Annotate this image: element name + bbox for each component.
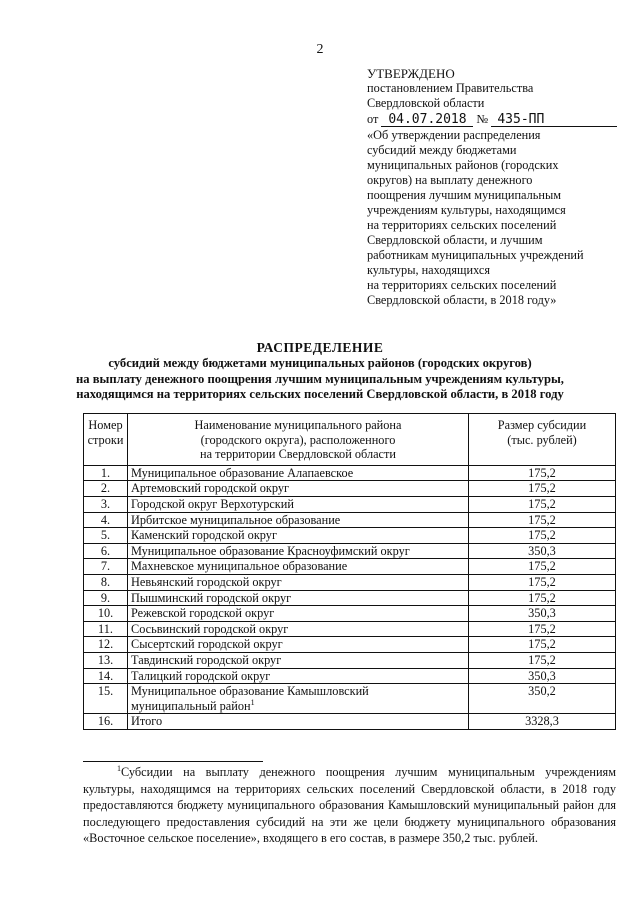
table-row (84, 668, 616, 684)
row-number: 16. (84, 714, 128, 730)
quote-line: Свердловской области, в 2018 году» (367, 293, 557, 307)
table-row (84, 590, 616, 606)
approval-quote (367, 128, 617, 308)
number-label: № (476, 112, 489, 126)
subtitle-line: на выплату денежного поощрения лучшим муниципальным учреждениям культуры, (76, 371, 564, 386)
quote-line: на территориях сельских поселений (367, 218, 557, 232)
row-amount: 175,2 (469, 559, 616, 575)
table-row (84, 465, 616, 481)
row-amount: 175,2 (469, 465, 616, 481)
quote-line: Свердловской области, и лучшим (367, 233, 543, 247)
table-row (84, 481, 616, 497)
row-amount: 175,2 (469, 481, 616, 497)
row-name: Городской округ Верхотурский (128, 496, 469, 512)
row-number: 15. (84, 684, 128, 714)
row-number: 1. (84, 465, 128, 481)
row-name: Невьянский городской округ (128, 574, 469, 590)
row-amount: 175,2 (469, 637, 616, 653)
row-amount: 175,2 (469, 574, 616, 590)
row-amount: 175,2 (469, 512, 616, 528)
footnote-marker: 1 (117, 763, 121, 773)
row-amount: 175,2 (469, 496, 616, 512)
table-header-row (84, 414, 616, 466)
row-number: 12. (84, 637, 128, 653)
approval-line-2: Свердловской области (367, 96, 485, 110)
table-row (84, 574, 616, 590)
row-name: Муниципальное образование Красноуфимский округ (128, 543, 469, 559)
total-row (84, 714, 616, 730)
header-name: Наименование муниципального района (городского округа), расположенного на территории Свердловской области (128, 414, 469, 466)
header-amount: Размер субсидии (тыс. рублей) (469, 414, 616, 466)
row-name: Каменский городской округ (128, 528, 469, 544)
row-amount: 350,3 (469, 543, 616, 559)
row-name: Артемовский городской округ (128, 481, 469, 497)
row-amount: 350,3 (469, 668, 616, 684)
approval-date: 04.07.2018 (381, 113, 473, 127)
table-row (84, 496, 616, 512)
row-number: 13. (84, 652, 128, 668)
row-amount: 350,2 (469, 684, 616, 714)
page-number: 2 (316, 42, 324, 57)
row-name: Муниципальное образование Камышловский муниципальный район$^1$ (128, 684, 469, 714)
row-number: 8. (84, 574, 128, 590)
row-number: 3. (84, 496, 128, 512)
row-amount: 350,3 (469, 606, 616, 622)
row-name: Режевской городской округ (128, 606, 469, 622)
row-amount: 175,2 (469, 621, 616, 637)
row-number: 9. (84, 590, 128, 606)
row-amount: 3328,3 (469, 714, 616, 730)
header-number: Номер строки (84, 414, 128, 466)
row-amount: 175,2 (469, 528, 616, 544)
distribution-table (83, 413, 616, 730)
table-row (84, 652, 616, 668)
quote-line: субсидий между бюджетами (367, 143, 517, 157)
table-row (84, 543, 616, 559)
document-subtitle (0, 356, 640, 403)
footnote-ref: 1 (250, 697, 255, 707)
quote-line: культуры, находящихся (367, 263, 490, 277)
quote-line: учреждениям культуры, находящимся (367, 203, 566, 217)
table-row (84, 528, 616, 544)
row-number: 7. (84, 559, 128, 575)
from-label: от (367, 112, 379, 126)
footnote-text: Субсидии на выплату денежного поощрения лучшим муниципальным учреждениям культуры, находящимся на территориях сельских поселений Свердловской области, в 2018 году предоставляются бюджету муниципального образования Камышловский муниципальный район для последующего предоставления субсидий на эти же цели бюджету муниципального образования «Восточное сельское поселение», входящего в его состав, в размере 350,2 тыс. рублей. (83, 765, 616, 845)
row-number: 5. (84, 528, 128, 544)
row-name: Сосьвинский городской округ (128, 621, 469, 637)
row-name: Сысертский городской округ (128, 637, 469, 653)
row-number: 10. (84, 606, 128, 622)
row-name: Муниципальное образование Алапаевское (128, 465, 469, 481)
footnote (83, 764, 616, 847)
table-row (84, 559, 616, 575)
subtitle-line: находящимся на территориях сельских поселений Свердловской области, в 2018 году (76, 387, 564, 401)
table-row (84, 684, 616, 714)
row-name: Тавдинский городской округ (128, 652, 469, 668)
table-row (84, 512, 616, 528)
row-name: Итого (128, 714, 469, 730)
quote-line: поощрения лучшим муниципальным (367, 188, 561, 202)
approval-date-line (367, 112, 617, 127)
row-number: 14. (84, 668, 128, 684)
approval-number: 435-ПП (491, 113, 617, 127)
footnote-divider (83, 761, 263, 762)
quote-line: округов) на выплату денежного (367, 173, 533, 187)
row-name: Пышминский городской округ (128, 590, 469, 606)
quote-line: на территориях сельских поселений (367, 278, 557, 292)
row-number: 6. (84, 543, 128, 559)
row-amount: 175,2 (469, 590, 616, 606)
quote-line: муниципальных районов (городских (367, 158, 559, 172)
table-row (84, 606, 616, 622)
approval-block (367, 66, 617, 308)
row-number: 2. (84, 481, 128, 497)
row-amount: 175,2 (469, 652, 616, 668)
subtitle-line: субсидий между бюджетами муниципальных районов (городских округов) (108, 356, 532, 370)
quote-line: «Об утверждении распределения (367, 128, 541, 142)
row-name: Талицкий городской округ (128, 668, 469, 684)
table-row (84, 637, 616, 653)
approval-line-1: постановлением Правительства (367, 81, 534, 95)
row-number: 11. (84, 621, 128, 637)
row-name: Махневское муниципальное образование (128, 559, 469, 575)
row-number: 4. (84, 512, 128, 528)
table-row (84, 621, 616, 637)
document-title: РАСПРЕДЕЛЕНИЕ (256, 340, 384, 355)
row-name: Ирбитское муниципальное образование (128, 512, 469, 528)
approval-heading: УТВЕРЖДЕНО (367, 66, 455, 81)
quote-line: работникам муниципальных учреждений (367, 248, 584, 262)
